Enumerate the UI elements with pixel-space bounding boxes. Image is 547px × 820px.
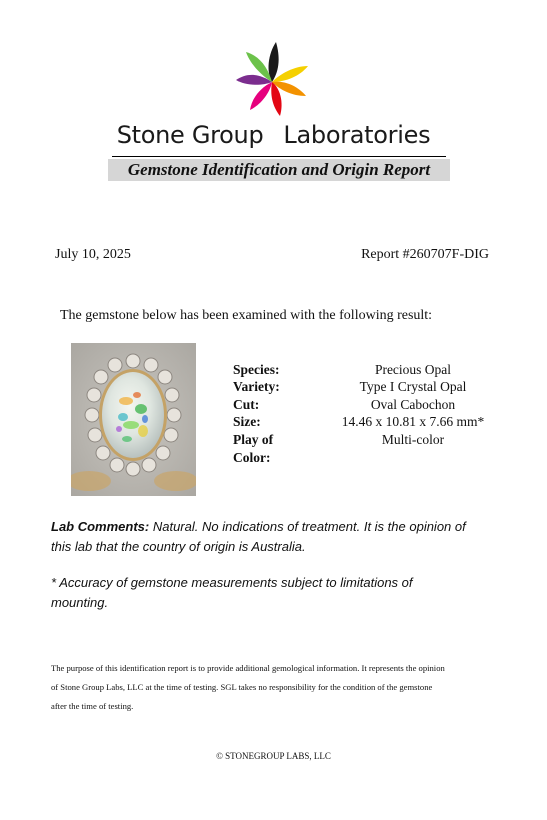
report-date: July 10, 2025 bbox=[55, 247, 131, 262]
size-label: Size: bbox=[233, 414, 261, 429]
species-label: Species: bbox=[233, 362, 280, 377]
variety-label: Variety: bbox=[233, 379, 280, 394]
lab-comments-text-line2: this lab that the country of origin is Australia. bbox=[51, 539, 306, 554]
cut-value: Oval Cabochon bbox=[370, 397, 456, 412]
play-of-color-label-line2: Color: bbox=[233, 450, 271, 465]
play-of-color-label-line1: Play of bbox=[233, 432, 274, 447]
disclaimer-line1: The purpose of this identification report is to provide additional gemological information. It represents the opinion bbox=[51, 663, 445, 673]
disclaimer-line3: after the time of testing. bbox=[51, 701, 134, 711]
cut-label: Cut: bbox=[233, 397, 260, 412]
copyright: © STONEGROUP LABS, LLC bbox=[216, 751, 331, 761]
size-value: 14.46 x 10.81 x 7.66 mm* bbox=[341, 414, 485, 429]
report-title: Gemstone Identification and Origin Report bbox=[108, 159, 450, 181]
gemstone-photo bbox=[71, 343, 196, 496]
species-value: Precious Opal bbox=[374, 362, 452, 377]
lab-comments-text-line1: Natural. No indications of treatment. It is the opinion of bbox=[149, 519, 466, 534]
report-number: Report #260707F-DIG bbox=[361, 247, 489, 262]
disclaimer bbox=[51, 659, 521, 716]
measurement-note-line2: mounting. bbox=[51, 595, 109, 610]
intro-text: The gemstone below has been examined with the following result: bbox=[60, 308, 433, 323]
lab-comments-label: Lab Comments: bbox=[51, 519, 150, 534]
logo-blade-black bbox=[269, 42, 279, 82]
logo-pinwheel-icon bbox=[232, 40, 312, 120]
header-rule bbox=[112, 156, 446, 157]
lab-comments bbox=[51, 517, 521, 537]
disclaimer-line2: of Stone Group Labs, LLC at the time of testing. SGL takes no responsibility for the condition of the gemstone bbox=[51, 682, 433, 692]
play-of-color-value: Multi-color bbox=[381, 432, 445, 447]
measurement-note-line1: * Accuracy of gemstone measurements subject to limitations of bbox=[51, 575, 413, 590]
company-name: Stone Group Laboratories bbox=[116, 121, 431, 149]
logo-blade-magenta bbox=[250, 82, 272, 110]
variety-value: Type I Crystal Opal bbox=[359, 379, 467, 394]
